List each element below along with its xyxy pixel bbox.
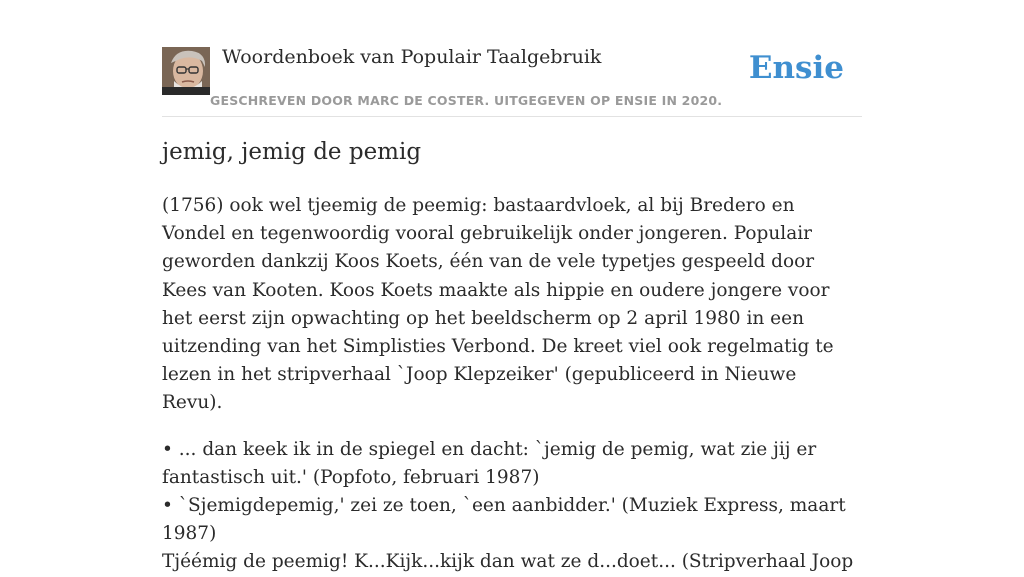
- author-byline: GESCHREVEN DOOR MARC DE COSTER. UITGEGEVEN OP ENSIE IN 2020.: [210, 93, 723, 108]
- quote-item: • `Sjemigdepemig,' zei ze toen, `een aanbidder.' (Muziek Express, maart 1987): [162, 495, 846, 545]
- dictionary-title-link[interactable]: Woordenboek van Populair Taalgebruik: [222, 46, 602, 68]
- author-avatar[interactable]: [162, 47, 210, 95]
- quote-item: • ... dan keek ik in de spiegel en dacht: `jemig de pemig, wat zie jij er fantastisch uit.' (Popfoto, februari 1987): [162, 438, 817, 488]
- ensie-logo[interactable]: Ensie: [748, 50, 844, 86]
- entry-term: jemig, jemig de pemig: [162, 139, 422, 165]
- entry-body: [162, 192, 862, 577]
- entry-definition: (1756) ook wel tjeemig de peemig: bastaardvloek, al bij Bredero en Vondel en tegenwoordig vooral gebruikelijk onder jongeren. Populair geworden dankzij Koos Koets, één van de vele typetjes gespeeld door Kees van Kooten. Koos Koets maakte als hippie en oudere jongere voor het eerst zijn opwachting op het beeldscherm op 2 april 1980 in een uitzending van het Simplisties Verbond. De kreet viel ook regelmatig te lezen in het stripverhaal `Joop Klepzeiker' (gepubliceerd in Nieuwe Revu).: [162, 195, 834, 414]
- author-portrait-icon: [162, 47, 210, 95]
- entry-header: [162, 46, 862, 117]
- entry-quotes: [162, 436, 862, 577]
- quote-item: Tjéémig de peemig! K...Kijk...kijk dan wat ze d...doet... (Stripverhaal Joop: [162, 551, 854, 573]
